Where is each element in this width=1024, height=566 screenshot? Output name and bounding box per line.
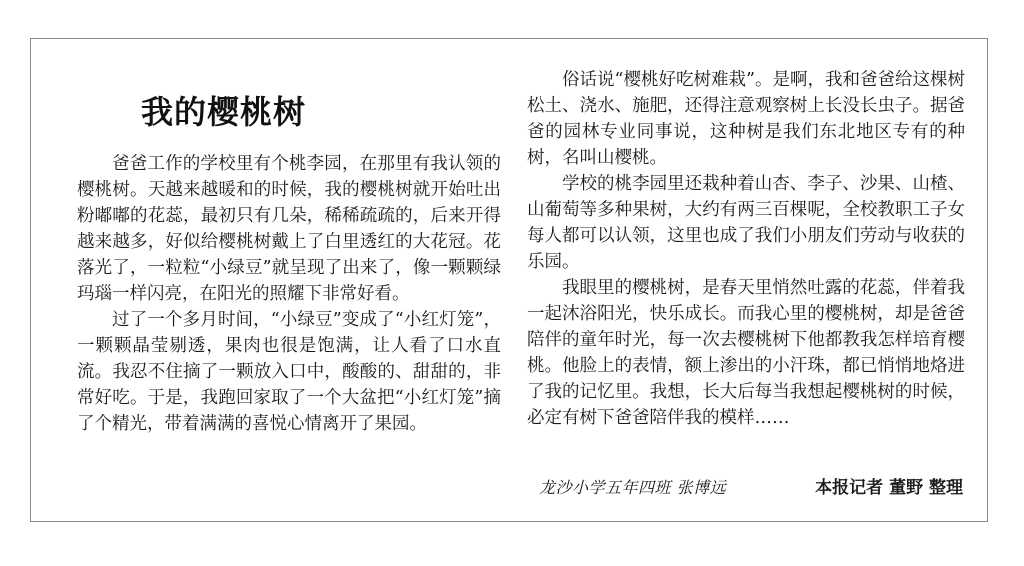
article-title: 我的樱桃树 — [141, 93, 307, 131]
paragraph-3: 俗话说“樱桃好吃树难栽”。是啊，我和爸爸给这棵树松土、浇水、施肥，还得注意观察树上长没长虫子。据爸爸的园林专业同事说，这种树是我们东北地区专有的种树，名叫山樱桃。 — [527, 70, 965, 168]
paragraph-1: 爸爸工作的学校里有个桃李园，在那里有我认领的樱桃树。天越来越暖和的时候，我的樱桃树就开始吐出粉嘟嘟的花蕊，最初只有几朵，稀稀疏疏的，后来开得越来越多，好似给樱桃树戴上了白里透红的大花冠。花落光了，一粒粒“小绿豆”就呈现了出来了，像一颗颗绿玛瑙一样闪亮，在阳光的照耀下非常好看。 — [77, 154, 501, 304]
right-column — [527, 67, 965, 431]
left-column — [77, 151, 501, 437]
article-frame — [30, 38, 988, 522]
paragraph-5: 我眼里的樱桃树，是春天里悄然吐露的花蕊，伴着我一起沐浴阳光，快乐成长。而我心里的樱桃树，却是爸爸陪伴的童年时光，每一次去樱桃树下他都教我怎样培育樱桃。他脸上的表情，额上渗出的小汗珠，都已悄悄地烙进了我的记忆里。我想，长大后每当我想起樱桃树的时候，必定有树下爸爸陪伴我的模样…… — [527, 278, 965, 428]
paragraph-4: 学校的桃李园里还栽种着山杏、李子、沙果、山楂、山葡萄等多种果树，大约有两三百棵呢，全校教职工子女每人都可以认领，这里也成了我们小朋友们劳动与收获的乐园。 — [527, 174, 965, 272]
reporter-credit: 本报记者 董野 整理 — [815, 478, 963, 498]
paragraph-2: 过了一个多月时间，“小绿豆”变成了“小红灯笼”，一颗颗晶莹剔透，果肉也很是饱满，让人看了口水直流。我忍不住摘了一颗放入口中，酸酸的、甜甜的，非常好吃。于是，我跑回家取了一个大盆把“小红灯笼”摘了个精光，带着满满的喜悦心情离开了果园。 — [77, 310, 501, 434]
author-credit: 龙沙小学五年四班 张博远 — [539, 478, 727, 497]
byline — [539, 473, 963, 498]
